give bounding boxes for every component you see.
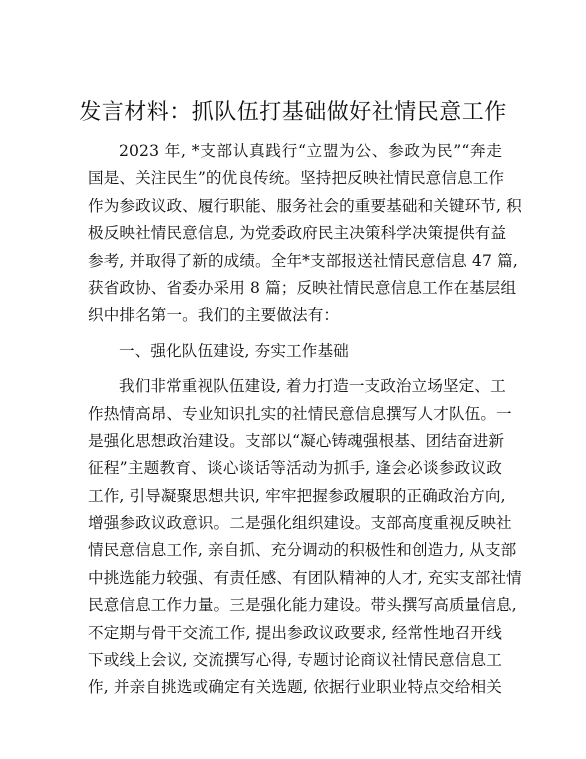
paragraph-line: 国是、关注民生”的优良传统。坚持把反映社情民意信息工作 <box>88 169 505 188</box>
document-body <box>88 138 522 702</box>
paragraph-line: 获省政协、省委办采用 8 篇；反映社情民意信息工作在基层组 <box>88 278 517 297</box>
paragraph-line: 下或线上会议, 交流撰写心得, 专题讨论商议社情民意信息工 <box>88 651 502 670</box>
paragraph-line: 织中排名第一。我们的主要做法有： <box>88 306 340 325</box>
paragraph-line: 工作, 引导凝聚思想共识, 牢牢把握参政履职的正确政治方向, <box>88 486 506 505</box>
paragraph-line: 极反映社情民意信息, 为党委政府民主决策科学决策提供有益 <box>88 224 507 243</box>
paragraph-line: 作热情高昂、专业知识扎实的社情民意信息撰写人才队伍。一 <box>88 404 512 423</box>
document-title: 发言材料：抓队伍打基础做好社情民意工作 <box>79 100 507 125</box>
paragraph-line: 是强化思想政治建设。支部以“凝心铸魂强根基、团结奋进新 <box>88 431 505 450</box>
paragraph-line: 增强参政议政意识。二是强化组织建设。支部高度重视反映社 <box>88 514 512 533</box>
paragraph-line: 作为参政议政、履行职能、服务社会的重要基础和关键环节, 积 <box>88 196 522 215</box>
paragraph-line: 我们非常重视队伍建设, 着力打造一支政治立场坚定、工 <box>119 377 506 396</box>
paragraph-spacer <box>88 330 502 338</box>
paragraph-line: 参考, 并取得了新的成绩。全年*支部报送社情民意信息 47 篇, <box>88 251 518 270</box>
paragraph-line: 2023 年, *支部认真践行“立盟为公、参政为民”“奔走 <box>119 142 502 160</box>
paragraph-line: 情民意信息工作, 亲自抓、充分调动的积极性和创造力, 从支部 <box>88 541 517 560</box>
paragraph-line: 征程”主题教育、谈心谈话等活动为抓手, 逢会必谈参政议政 <box>88 459 502 478</box>
section-heading: 一、强化队伍建设, 夯实工作基础 <box>119 341 349 360</box>
paragraph-spacer <box>88 365 502 373</box>
paragraph-line: 中挑选能力较强、有责任感、有团队精神的人才, 充实支部社情 <box>88 568 522 587</box>
paragraph-line: 作, 并亲自挑选或确定有关选题, 依据行业职业特点交给相关 <box>88 678 502 697</box>
paragraph-line: 民意信息工作力量。三是强化能力建设。带头撰写高质量信息, <box>88 596 517 615</box>
paragraph-line: 不定期与骨干交流工作, 提出参政议政要求, 经常性地召开线 <box>88 623 502 642</box>
